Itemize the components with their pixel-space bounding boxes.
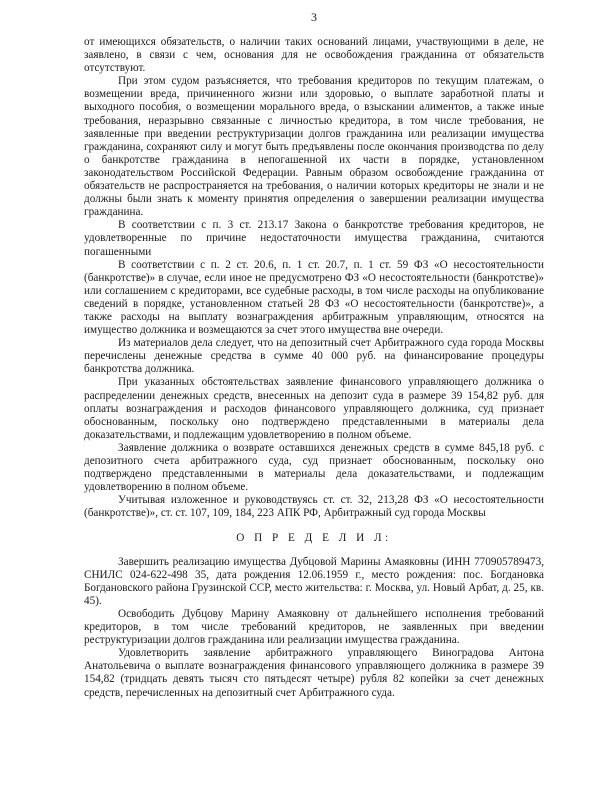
paragraph-creditor-claims: При этом судом разъясняется, что требования кредиторов по текущим платежам, о возмещении вреда, причиненного жизни или здоровью, о выплате заработной платы и выходного пособия, о возмещении морального вреда, о взыскании алиментов, а также иные требования, неразрывно связанные с личностью кредитора, в том числе требования, не заявленные при введении реструктуризации долгов гражданина или реализации имущества гражданина, сохраняют силу и могут быть предъявлены после окончания производства по делу о банкротстве гражданина в непогашенной их части в порядке, установленном законодательством Российской Федерации. Равным образом освобождение гражданина от обязательств не распространяется на требования, о наличии которых кредиторы не знали и не должны были знать к моменту принятия определения о завершении реализации имущества гражданина. — [84, 75, 544, 219]
paragraph-debtor-application: Заявление должника о возврате оставшихся денежных средств в сумме 845,18 руб. с депозитного счета арбитражного суда, суд признает обоснованным, поскольку оно подтверждено представленными в материалы дела доказательствами, и подлежащим удовлетворению в полном объеме. — [84, 441, 544, 494]
paragraph-legal-basis: Учитывая изложенное и руководствуясь ст. ст. 32, 213,28 ФЗ «О несостоятельности (банкротстве)», ст. ст. 107, 109, 184, 223 АПК РФ, Арбитражный суд города Москвы — [84, 494, 544, 520]
ruling-release-debtor: Освободить Дубцову Марину Амаяковну от дальнейшего исполнения требований кредиторов, в том числе требований кредиторов, не заявленных при введении реструктуризации долгов гражданина или реализации имущества гражданина. — [84, 607, 544, 647]
paragraph-deposit-funds: Из материалов дела следует, что на депозитный счет Арбитражного суда города Москвы перечислены денежные средства в сумме 40 000 руб. на финансирование процедуры банкротства должника. — [84, 337, 544, 376]
page-number: 3 — [311, 10, 317, 24]
ruling-complete-realization: Завершить реализацию имущества Дубцовой Марины Амаяковны (ИНН 770905789473, СНИЛС 024-622-498 35, дата рождения 12.06.1959 г., место рождения: пос. Богдановка Богдановского района Грузинской ССР, место жительства: г. Москва, ул. Новый Арбат, д. 25, кв. 45). — [84, 555, 544, 607]
ruling-pay-remuneration: Удовлетворить заявление арбитражного управляющего Виноградова Антона Анатольевича о выплате вознаграждения финансового управляющего должника в размере 39 154,82 (тридцать девять тысяч сто пятьдесят четыре) рубля 82 копейки за счет денежных средств, перечисленных на депозитный счет Арбитражного суда. — [84, 647, 544, 699]
paragraph-manager-application: При указанных обстоятельствах заявление финансового управляющего должника о распределении денежных средств, внесенных на депозит суда в размере 39 154,82 руб. для оплаты вознаграждения и расходов финансового управляющего должника, суд признает обоснованным, поскольку оно подтверждено представленными в материалы дела доказательствами, и подлежащим удовлетворению в полном объеме. — [84, 376, 544, 441]
paragraph-obligations: от имеющихся обязательств, о наличии таких оснований лицами, участвующими в деле, не заявлено, в связи с чем, основания для не освобождения гражданина от обязательств отсутствуют. — [84, 36, 544, 75]
ruling-heading: О П Р Е Д Е Л И Л: — [236, 532, 392, 545]
paragraph-claims-repaid: В соответствии с п. 3 ст. 213.17 Закона о банкротстве требования кредиторов, не удовлетворенные по причине недостаточности имущества гражданина, считаются погашенными — [84, 219, 544, 258]
paragraph-court-expenses: В соответствии с п. 2 ст. 20.6, п. 1 ст. 20.7, п. 1 ст. 59 ФЗ «О несостоятельности (банкротстве)» в случае, если иное не предусмотрено ФЗ «О несостоятельности (банкротстве)» или соглашением с кредиторами, все судебные расходы, в том числе расходы на опубликование сведений в порядке, установленном статьей 28 ФЗ «О несостоятельности (банкротстве)», а также расходы на выплату вознаграждения арбитражным управляющим, относятся на имущество должника и возмещаются за счет этого имущества вне очереди. — [84, 258, 544, 337]
document-page — [84, 10, 544, 700]
